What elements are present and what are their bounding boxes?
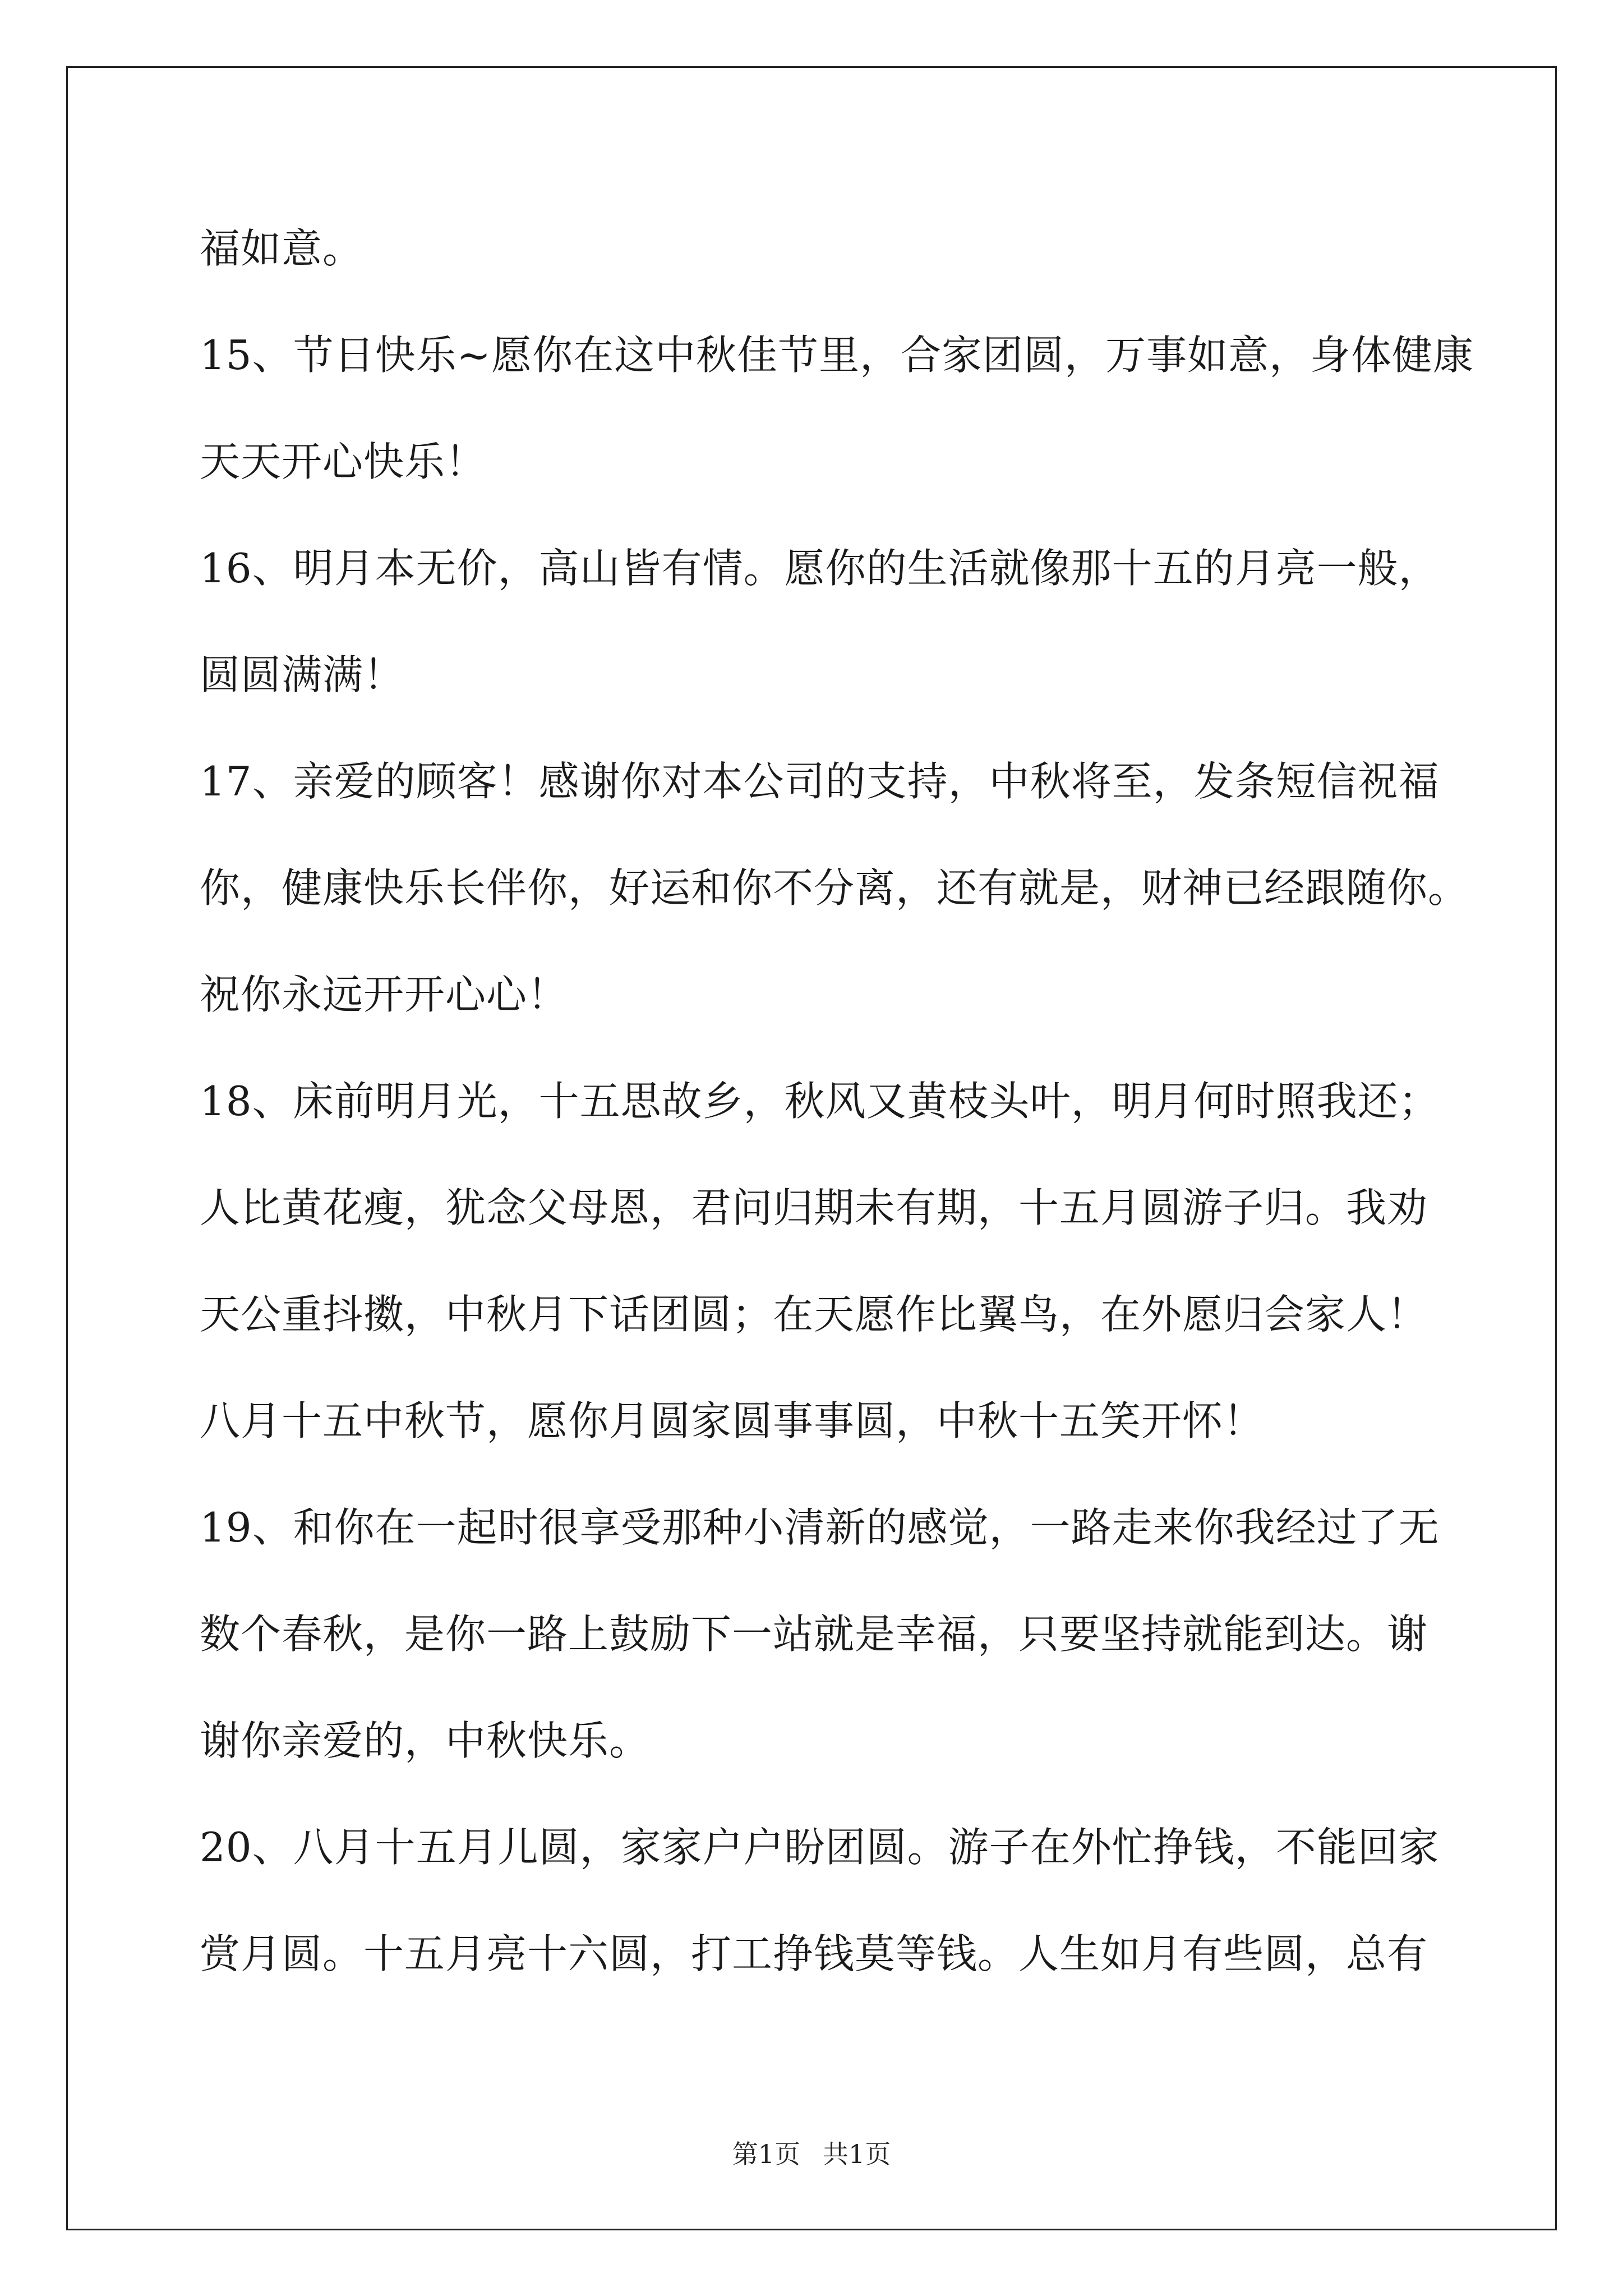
text-line: 20、八月十五月儿圆，家家户户盼团圆。游子在外忙挣钱，不能回家 <box>200 1824 1440 1871</box>
document-body <box>200 223 1474 2035</box>
text-line: 16、明月本无价，高山皆有情。愿你的生活就像那十五的月亮一般， <box>200 545 1440 592</box>
text-line: 赏月圆。十五月亮十六圆，打工挣钱莫等钱。人生如月有些圆，总有 <box>200 1930 1428 1977</box>
text-line: 人比黄花瘦，犹念父母恩，君问归期未有期，十五月圆游子归。我劝 <box>200 1184 1428 1231</box>
text-line: 圆圆满满！ <box>200 651 405 698</box>
text-line: 天公重抖擞，中秋月下话团圆；在天愿作比翼鸟，在外愿归会家人！ <box>200 1291 1428 1338</box>
text-line: 祝你永远开开心心！ <box>200 971 569 1018</box>
page-number: 第1页 <box>732 2139 800 2169</box>
text-line: 福如意。 <box>200 225 364 272</box>
text-line: 17、亲爱的顾客！感谢你对本公司的支持，中秋将至，发条短信祝福 <box>200 758 1440 805</box>
page-footer <box>0 2137 1623 2171</box>
page-total: 共1页 <box>823 2139 891 2169</box>
text-line: 你，健康快乐长伴你，好运和你不分离，还有就是，财神已经跟随你。 <box>200 864 1469 912</box>
text-line: 八月十五中秋节，愿你月圆家圆事事圆，中秋十五笑开怀！ <box>200 1397 1265 1444</box>
text-line: 19、和你在一起时很享受那种小清新的感觉，一路走来你我经过了无 <box>200 1504 1440 1551</box>
text-line: 18、床前明月光，十五思故乡，秋风又黄枝头叶，明月何时照我还； <box>200 1078 1440 1125</box>
text-line: 谢你亲爱的，中秋快乐。 <box>200 1717 651 1764</box>
text-line: 天天开心快乐！ <box>200 438 487 485</box>
text-line: 15、节日快乐~愿你在这中秋佳节里，合家团圆，万事如意，身体健康 <box>200 332 1474 379</box>
text-line: 数个春秋，是你一路上鼓励下一站就是幸福，只要坚持就能到达。谢 <box>200 1611 1428 1658</box>
